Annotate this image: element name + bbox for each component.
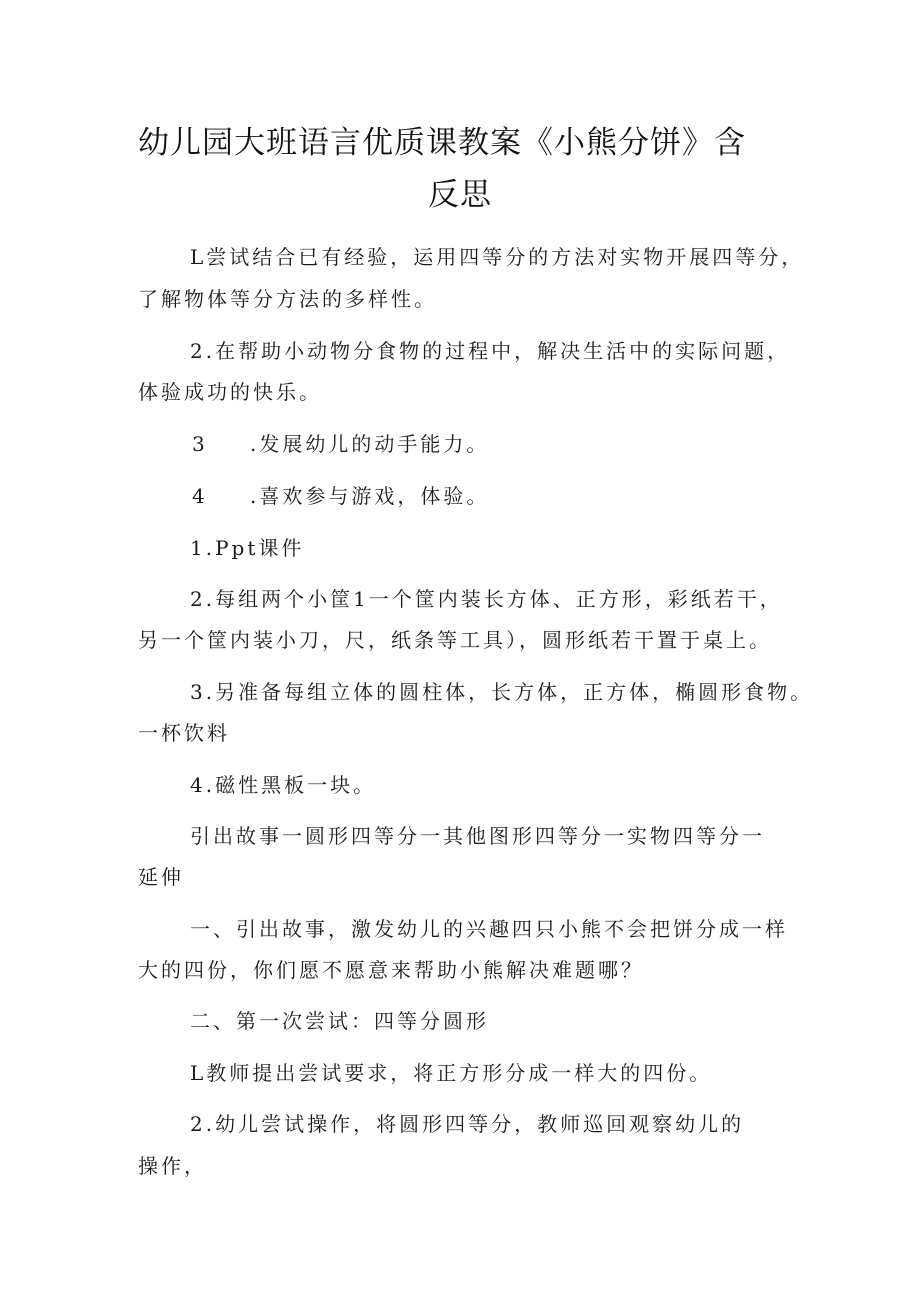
paragraph-line: 2.幼儿尝试操作，将圆形四等分，教师巡回观察幼儿的 [190, 1112, 745, 1136]
paragraph-line: 1.Ppt课件 [190, 536, 305, 560]
paragraph-line: 一、引出故事，激发幼儿的兴趣四只小熊不会把饼分成一样 [190, 917, 788, 941]
paragraph-line: 另一个筐内装小刀，尺，纸条等工具），圆形纸若干置于桌上。 [138, 628, 772, 652]
paragraph-line: 一杯饮料 [138, 721, 230, 745]
paragraph-line: 引出故事一圆形四等分一其他图形四等分一实物四等分一 [190, 824, 765, 848]
paragraph-line: L尝试结合已有经验，运用四等分的方法对实物开展四等分， [190, 245, 805, 269]
paragraph-line: 2.每组两个小筐1一个筐内装长方体、正方形，彩纸若干， [190, 587, 783, 611]
section-heading: 二、第一次尝试：四等分圆形 [190, 1009, 489, 1033]
paragraph-line: 操作， [138, 1154, 207, 1178]
paragraph-line: L教师提出尝试要求，将正方形分成一样大的四份。 [190, 1061, 713, 1085]
paragraph-line: .发展幼儿的动手能力。 [250, 432, 490, 456]
paragraph-line: 2.在帮助小动物分食物的过程中，解决生活中的实际问题， [190, 339, 791, 363]
paragraph-line: 了解物体等分方法的多样性。 [138, 287, 437, 311]
paragraph-line: .喜欢参与游戏，体验。 [250, 484, 490, 508]
paragraph-line: 3.另准备每组立体的圆柱体，长方体，正方体，椭圆形食物。 [190, 680, 814, 704]
paragraph-line: 延伸 [138, 865, 184, 889]
list-number: 4 [192, 484, 208, 508]
paragraph-line: 4.磁性黑板一块。 [190, 773, 377, 797]
document-title-line-2: 反思 [428, 177, 492, 213]
list-number: 3 [192, 432, 208, 456]
paragraph-line: 大的四份，你们愿不愿意来帮助小熊解决难题哪？ [138, 958, 644, 982]
document-title-line-1: 幼儿园大班语言优质课教案《小熊分饼》含 [138, 125, 746, 161]
paragraph-line: 体验成功的快乐。 [138, 380, 322, 404]
